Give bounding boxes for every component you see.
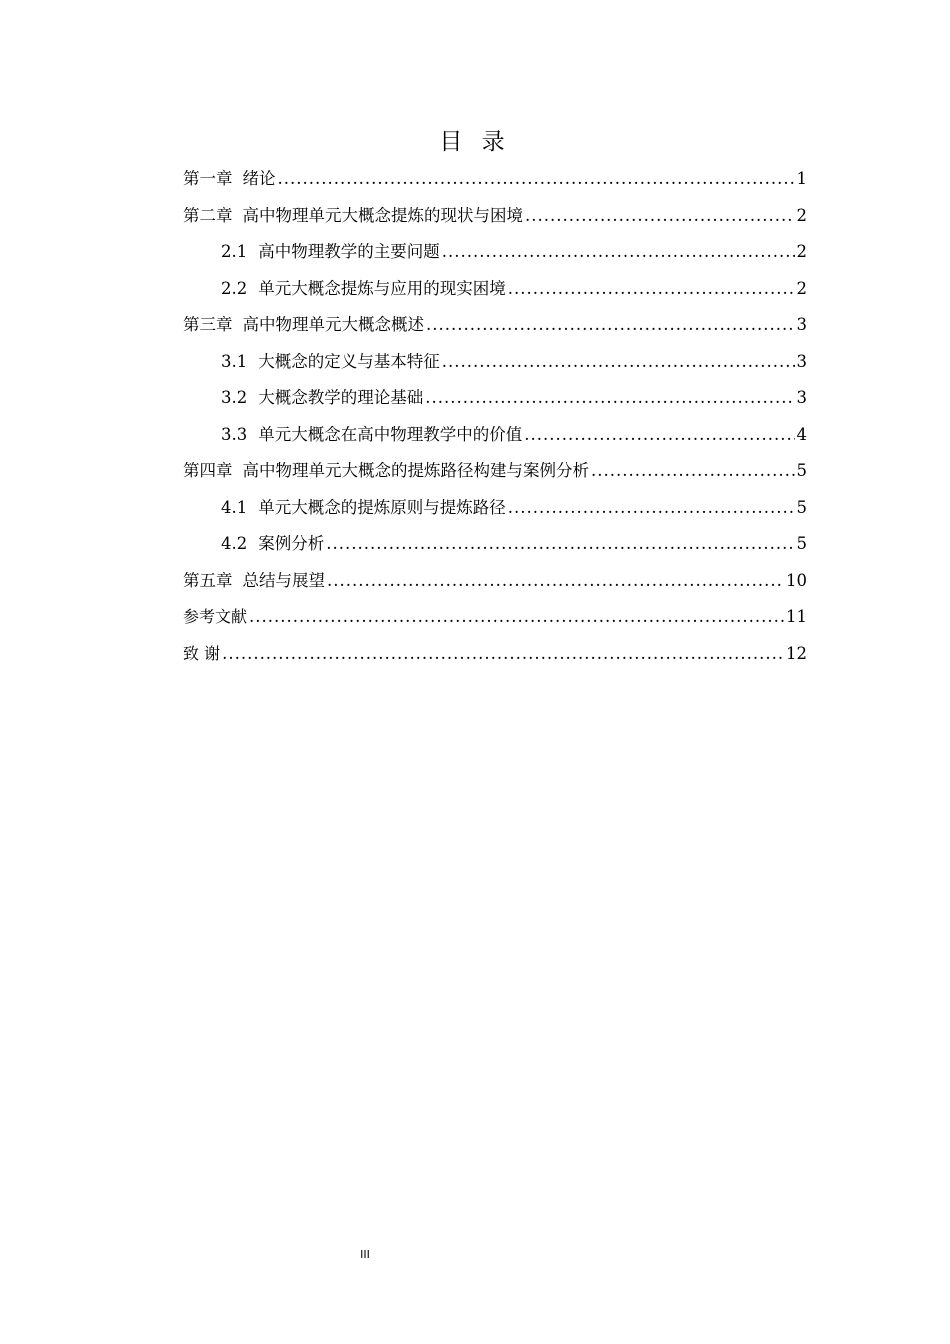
toc-entry-title: 大概念教学的理论基础 xyxy=(258,388,424,407)
toc-entry-label xyxy=(221,234,440,271)
toc-entry-label xyxy=(221,490,506,527)
table-of-contents xyxy=(183,161,807,672)
toc-entry-number: 3.1 xyxy=(221,351,248,371)
toc-entry-acknowledgements[interactable] xyxy=(183,636,807,673)
dot-leader xyxy=(425,380,794,417)
dot-leader xyxy=(442,344,795,381)
toc-entry-page: 12 xyxy=(786,643,807,663)
dot-leader xyxy=(222,636,784,673)
toc-entry-chapter-2[interactable] xyxy=(183,198,807,235)
toc-entry-number: 第二章 xyxy=(183,205,233,225)
toc-entry-label xyxy=(183,198,523,235)
toc-entry-chapter-3[interactable] xyxy=(183,307,807,344)
dot-leader xyxy=(508,271,795,308)
toc-entry-number: 第四章 xyxy=(183,461,233,480)
toc-entry-title: 绪论 xyxy=(242,169,276,188)
toc-entry-number: 第五章 xyxy=(183,570,233,590)
toc-entry-chapter-5[interactable] xyxy=(183,563,807,600)
dot-leader xyxy=(327,563,784,600)
toc-entry-section-4-1[interactable] xyxy=(183,490,807,527)
toc-entry-label xyxy=(221,344,440,381)
toc-entry-number: 第三章 xyxy=(183,315,233,334)
toc-entry-page: 10 xyxy=(786,570,807,590)
toc-entry-number: 第一章 xyxy=(183,169,233,188)
toc-entry-page: 11 xyxy=(786,607,807,626)
toc-entry-title: 总结与展望 xyxy=(242,570,325,590)
toc-entry-number: 4.2 xyxy=(221,534,248,553)
toc-entry-title: 高中物理教学的主要问题 xyxy=(258,242,440,261)
toc-entry-label xyxy=(221,271,506,308)
toc-entry-title: 单元大概念在高中物理教学中的价值 xyxy=(258,424,523,444)
toc-title: 目 录 xyxy=(439,129,511,155)
toc-entry-section-3-2[interactable] xyxy=(183,380,807,417)
toc-entry-page: 2 xyxy=(796,205,807,225)
toc-entry-label xyxy=(221,380,423,417)
toc-entry-title: 大概念的定义与基本特征 xyxy=(258,351,440,371)
dot-leader xyxy=(426,307,795,344)
dot-leader xyxy=(508,490,795,527)
toc-entry-title: 高中物理单元大概念概述 xyxy=(242,315,424,334)
page-number-footer: III xyxy=(360,1248,370,1261)
toc-entry-label xyxy=(183,161,276,198)
toc-entry-title: 单元大概念的提炼原则与提炼路径 xyxy=(258,497,506,517)
toc-entry-label xyxy=(221,417,522,454)
toc-entry-page: 1 xyxy=(796,169,807,188)
dot-leader xyxy=(591,453,795,490)
toc-entry-title: 案例分析 xyxy=(258,534,325,553)
dot-leader xyxy=(326,526,794,563)
toc-entry-label xyxy=(183,453,589,490)
dot-leader xyxy=(442,234,795,271)
toc-entry-number: 2.2 xyxy=(221,278,248,298)
toc-entry-chapter-4[interactable] xyxy=(183,453,807,490)
toc-entry-number: 3.3 xyxy=(221,424,248,444)
toc-entry-label xyxy=(183,307,424,344)
toc-entry-title: 高中物理单元大概念的提炼路径构建与案例分析 xyxy=(242,461,589,480)
toc-entry-title: 单元大概念提炼与应用的现实困境 xyxy=(258,278,506,298)
toc-entry-section-4-2[interactable] xyxy=(183,526,807,563)
toc-entry-number: 3.2 xyxy=(221,388,248,407)
toc-entry-section-3-3[interactable] xyxy=(183,417,807,454)
toc-entry-references[interactable] xyxy=(183,599,807,636)
toc-entry-page: 5 xyxy=(796,534,807,553)
toc-entry-page: 2 xyxy=(796,242,807,261)
dot-leader xyxy=(249,599,784,636)
toc-entry-section-2-2[interactable] xyxy=(183,271,807,308)
dot-leader xyxy=(524,417,794,454)
toc-entry-number: 2.1 xyxy=(221,242,248,261)
toc-entry-label xyxy=(183,636,220,673)
toc-entry-page: 3 xyxy=(796,388,807,407)
toc-entry-page: 4 xyxy=(796,424,807,444)
toc-entry-page: 2 xyxy=(796,278,807,298)
toc-entry-page: 3 xyxy=(796,315,807,334)
toc-entry-title: 高中物理单元大概念提炼的现状与困境 xyxy=(242,205,523,225)
toc-entry-title: 致 谢 xyxy=(183,643,221,663)
toc-entry-label xyxy=(221,526,324,563)
toc-entry-section-3-1[interactable] xyxy=(183,344,807,381)
toc-entry-label xyxy=(183,599,247,636)
toc-entry-page: 5 xyxy=(796,497,807,517)
toc-entry-page: 3 xyxy=(796,351,807,371)
toc-entry-chapter-1[interactable] xyxy=(183,161,807,198)
dot-leader xyxy=(525,198,795,235)
toc-entry-section-2-1[interactable] xyxy=(183,234,807,271)
toc-entry-label xyxy=(183,563,325,600)
toc-entry-page: 5 xyxy=(796,461,807,480)
toc-entry-title: 参考文献 xyxy=(183,607,248,626)
toc-entry-number: 4.1 xyxy=(221,497,248,517)
dot-leader xyxy=(278,161,795,198)
